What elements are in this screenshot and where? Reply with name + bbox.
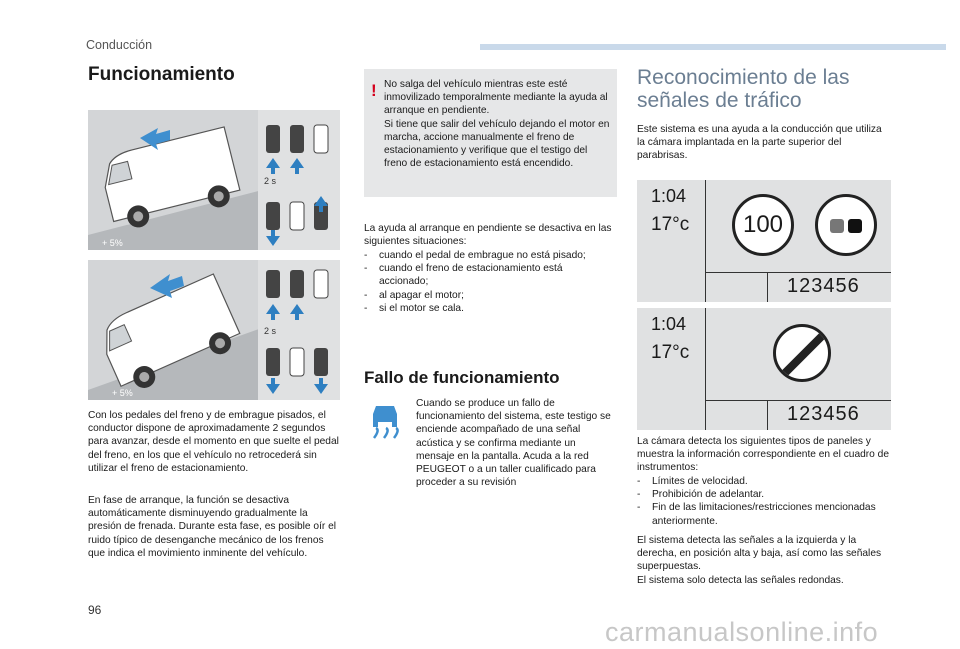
title-fallo: Fallo de funcionamiento bbox=[364, 368, 560, 387]
watermark: carmanualsonline.info bbox=[605, 617, 879, 647]
warning-box bbox=[364, 69, 617, 197]
deactivation-list bbox=[364, 249, 604, 315]
temperature: 17°c bbox=[651, 342, 690, 363]
hill-start-illustration-1 bbox=[88, 110, 340, 250]
list-item: - Prohibición de adelantar. bbox=[637, 488, 877, 501]
detect-intro: La cámara detecta los siguientes tipos de paneles y muestra la información correspondiente en el cuadro de instrumentos: bbox=[637, 436, 890, 474]
instrument-display-1 bbox=[637, 180, 891, 302]
operation-paragraph-2: En fase de arranque, la función se desactiva automáticamente disminuyendo gradualmente la presión de frenada. Durante esta fase, es posible oír el ruido típico de desenganche mecánico de los frenos que indica el movimiento inminente del vehículo. bbox=[88, 495, 337, 559]
exclamation-icon: ! bbox=[371, 81, 377, 100]
list-item: - Límites de velocidad. bbox=[637, 475, 877, 488]
hill-start-illustration-2 bbox=[88, 260, 340, 400]
title-funcionamiento: Funcionamiento bbox=[88, 64, 235, 85]
title-reconocimiento: Reconocimiento de las señales de tráfico bbox=[637, 66, 850, 112]
deactivation-intro: La ayuda al arranque en pendiente se desactiva en las siguientes situaciones: bbox=[364, 223, 612, 248]
end-of-restriction-sign bbox=[773, 324, 831, 382]
section-header: Conducción bbox=[86, 38, 153, 52]
odometer: 123456 bbox=[787, 403, 860, 425]
intro-text: Este sistema es una ayuda a la conducción que utiliza la cámara implantada en la parte superior del parabrisas. bbox=[637, 124, 882, 162]
clock: 1:04 bbox=[651, 186, 687, 206]
clock: 1:04 bbox=[651, 314, 687, 334]
list-item: - cuando el pedal de embrague no está pisado; bbox=[364, 249, 604, 262]
temperature: 17°c bbox=[651, 214, 690, 235]
operation-paragraph-1: Con los pedales del freno y de embrague pisados, el conductor dispone de aproximadamente 2 segundos para avanzar, desde el momento en que suelte el pedal del freno, en los que el vehículo no retrocederá sin utilizar el freno de estacionamiento. bbox=[88, 410, 339, 474]
list-item: - si el motor se cala. bbox=[364, 302, 604, 315]
fault-text: Cuando se produce un fallo de funcionamiento del sistema, este testigo se enciende acompañado de una señal acústica y se confirma mediante un mensaje en la pantalla. Acuda a la red PEUGEOT o a un taller cualificado para proceder a su revisión bbox=[416, 398, 611, 489]
outro-text-1: El sistema detecta las señales a la izquierda y la derecha, en posición alta y baja, así como las señales superpuestas. bbox=[637, 535, 882, 573]
outro-text-2: El sistema solo detecta las señales redondas. bbox=[637, 575, 844, 586]
list-item: - al apagar el motor; bbox=[364, 289, 604, 302]
list-item: - cuando el freno de estacionamiento está accionado; bbox=[364, 262, 604, 288]
slope-label: + 5% bbox=[102, 238, 123, 248]
time-label: 2 s bbox=[264, 326, 277, 336]
list-item: - Fin de las limitaciones/restricciones mencionadas anteriormente. bbox=[637, 501, 877, 527]
page-number: 96 bbox=[88, 603, 102, 617]
odometer: 123456 bbox=[787, 275, 860, 297]
time-label: 2 s bbox=[264, 176, 277, 186]
warning-text: No salga del vehículo mientras este esté inmovilizado temporalmente mediante la ayuda al arranque en pendiente. Si tiene que salir del vehículo dejando el motor en marcha, accione manualmente el freno de estacionamiento y verifique que el testigo del freno de estacionamiento está encendido. bbox=[384, 79, 610, 170]
no-overtaking-sign bbox=[815, 194, 877, 256]
instrument-display-2 bbox=[637, 308, 891, 430]
header-accent-bar bbox=[480, 44, 946, 50]
speed-limit-sign: 100 bbox=[732, 194, 794, 256]
skid-warning-icon bbox=[368, 400, 402, 440]
slope-label: + 5% bbox=[112, 388, 133, 398]
detect-list bbox=[637, 475, 877, 528]
